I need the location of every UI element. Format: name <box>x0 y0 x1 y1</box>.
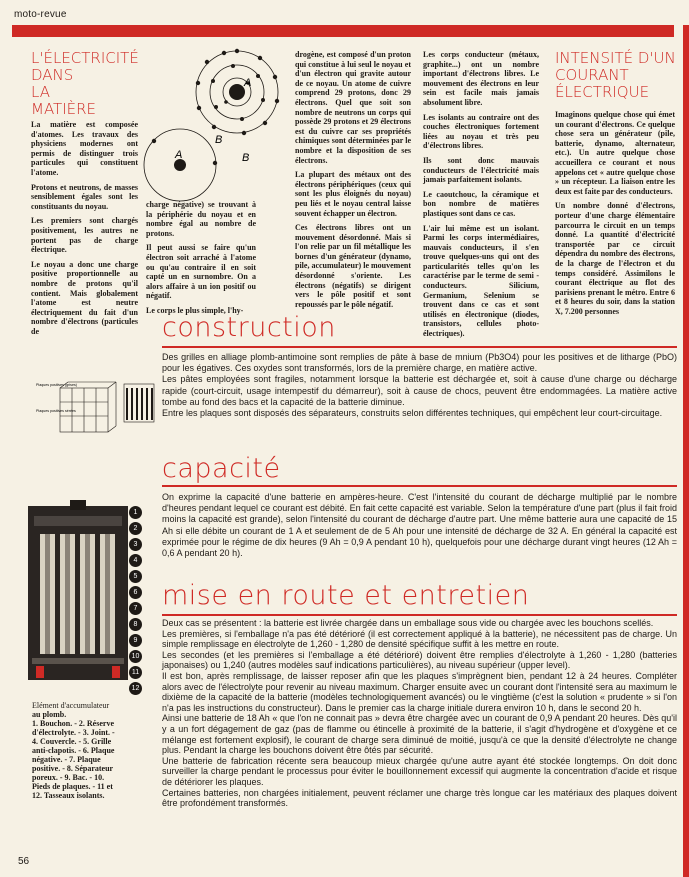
paragraph: Les secondes (et les premières si l'emballage a été détérioré) doivent être remplies d'électrolyte à 1,260 - 1,280 (batteries japonaises) ou 1,240 (autres modèles sauf indications particulières), au niveau supérieur (upper level). <box>162 649 677 671</box>
paragraph: Le corps le plus simple, l'hy- <box>146 305 244 315</box>
paragraph: Il peut aussi se faire qu'un électron soit arraché à l'atome ou qu'au contraire il en soit capté un en surnombre. On a alors affaire à un ion positif ou négatif. <box>146 243 256 301</box>
caption-line: 1. Bouchon. - 2. Réserve <box>32 719 114 728</box>
caption-line: au plomb. <box>32 710 67 719</box>
paragraph: Ces électrons libres ont un mouvement désordonné. Mais si l'on relie par un fil métallique les bornes d'un générateur (dynamo, pile, accumulateur) le mouvement désordonné s'oriente. Les électrons (négatifs) se dirigent vers le pôle positif et sont repoussés par le pôle négatif. <box>295 223 411 309</box>
construction-title: construction <box>162 312 336 343</box>
figure-label: Plaques positives sérées <box>36 409 76 413</box>
intensite-column <box>555 110 675 321</box>
callout-badge: 3 <box>129 538 142 551</box>
callout-badge: 12 <box>129 682 142 695</box>
caption-line: négative. - 7. Plaque <box>32 755 101 764</box>
paragraph: Protons et neutrons, de masses sensiblement égales sont les constituants du noyau. <box>31 182 138 211</box>
paragraph: Un nombre donné d'électrons, porteur d'une charge élémentaire parcourra le circuit en un temps donné. La quantité d'électricité transportée par ce circuit dépendra du nombre des électrons, de la charge de l'électron et du temps considéré. Assimilons le courant électrique au flot des parisiens prenant le métro. Entre 6 et 8 heures du soir, dans la station X, 7.200 personnes <box>555 201 675 316</box>
paragraph: Les premières, si l'emballage n'a pas été détérioré (il est correctement appliqué à la batterie), ne nécessitent pas de charge. Un simple remplissage en électrolyte de 1,260 - 1,280 de densité spécifique suffit à les mettre en route. <box>162 628 677 650</box>
paragraph: drogène, est composé d'un proton qui constitue à lui seul le noyau et d'un électron qui gravite autour de ce noyau. Un atome de cuivre comprend 29 protons, donc 29 électrons. Quel que soit son nombre de neutrons un corps qui possède 29 protons et 29 électrons est du cuivre car ses propriétés chimiques sont déterminées par le nombre et la disposition de ses électrons. <box>295 50 411 165</box>
title-line: L'ÉLECTRICITÉ <box>31 49 139 67</box>
callout-badge: 10 <box>129 650 142 663</box>
paragraph: Entre les plaques sont disposés des séparateurs, construits selon différentes techniques, qui empêchent leur court-circuitage. <box>162 408 663 419</box>
capacite-title: capacité <box>162 453 281 484</box>
section-rule <box>162 346 677 348</box>
callout-badge: 4 <box>129 554 142 567</box>
electricite-column-3 <box>295 50 411 314</box>
paragraph: Ainsi une batterie de 18 Ah « que l'on ne connait pas » devra être chargée avec un courant de 0,9 A pendant 20 heures. Dès qu'il y a un fort dégagement de gaz (pas de flamme ou étincelle à proximité de la batterie, il s'agit d'hydrogène et d'oxygène et ce mélange est fortement explosif), le courant de charge sera diminué de moitié, jusqu'à ce que la densité d'électrolyte ne change plus. Pendant la charge les bouchons doivent être ôtés par sécurité. <box>162 713 677 756</box>
caption-line: poreux. - 9. Bac. - 10. <box>32 773 105 782</box>
atom-label-a: A <box>244 77 252 89</box>
callout-badge: 1 <box>129 506 142 519</box>
figure-caption <box>32 701 152 800</box>
callout-badge: 11 <box>129 666 142 679</box>
electricite-column-1 <box>31 120 138 341</box>
paragraph: Le caoutchouc, la céramique et bon nombre de matières plastiques sont dans ce cas. <box>423 189 539 218</box>
magazine-header: moto-revue <box>14 9 67 20</box>
callout-badge: 9 <box>129 634 142 647</box>
paragraph: Ils sont donc mauvais conducteurs de l'électricité mais jamais parfaitement isolants. <box>423 155 539 185</box>
mise-en-route-title: mise en route et entretien <box>162 580 530 611</box>
caption-line: positive. - 8. Séparateur <box>32 764 114 773</box>
callout-badge: 8 <box>129 618 142 631</box>
caption-line: Pieds de plaques. - 11 et <box>32 782 113 791</box>
callout-badge: 5 <box>129 570 142 583</box>
paragraph: Des grilles en alliage plomb-antimoine sont remplies de pâte à base de mnium (Pb3O4) pour les positives et de litharge (PbO) pour les égatives. Ces oxydes sont transformés, lors de la première charge, en matière active. <box>162 352 677 374</box>
paragraph: On exprime la capacité d'une batterie en ampères-heure. C'est l'intensité du courant de décharge multiplié par le nombre d'heures pendant lequel ce courant est débité. En fait cette capacité est variable. Selon la température d'une part (plus il fait froid moins la capacité est grande), selon l'intensité du courant de décharge d'autre part. Une même batterie aura une capacité de 15 Ah si elle débite un courant de 1 A et seulement de de 5 Ah pour une intensité de décharge de 32 A. En général la capacité est exprimée pour le régime de dix heures (9 Ah = 0,9 A pendant 10 h), quelquefois pour une décharge durant vingt heures (12 Ah = 0,6 A pendant 20 h). <box>162 492 677 559</box>
callout-badge: 2 <box>129 522 142 535</box>
atom-diagram <box>140 45 290 205</box>
paragraph: Une batterie de fabrication récente sera beaucoup mieux chargée qu'une autre ayant été stockée longtemps. On doit donc surveiller la charge pendant le processus pour éviter le bouillonnement excessif qui augmente la concentration d'acide et risque de détériorer les plaques. <box>162 755 677 787</box>
electricite-title <box>31 50 139 118</box>
title-line: COURANT <box>555 66 629 84</box>
title-line: MATIÈRE <box>31 100 97 118</box>
paragraph: Il est bon, après remplissage, de laisser reposer afin que les plaques s'imprègnent bien, pendant 12 à 24 heures. Compléter alors avec de l'électrolyte pour revenir au niveau maximum. Charger ensuite avec un courant dont l'intensité sera au maximum le dixième de la capacité de la batterie (modèles technologiquement avancés) ou le vingtième (c'est la solution « prudente » si l'on n'a pas les instructions du constructeur). Dans le premier cas la charge initiale durera environ 10 h, dans le second 20 h. <box>162 670 677 713</box>
title-line: LA <box>31 83 50 101</box>
section-rule <box>162 614 677 616</box>
electricite-column-4 <box>423 50 539 344</box>
paragraph: Le noyau a donc une charge positive proportionnelle au nombre de protons qu'il contient. Mais globalement l'atome est neutre électriquement du fait d'un nombre d'électrons (particules de <box>31 259 138 336</box>
top-red-bar <box>12 25 674 37</box>
caption-line: d'électrolyte. - 3. Joint. - <box>32 728 115 737</box>
paragraph: Les premiers sont chargés positivement, les autres ne portent pas de charge électrique. <box>31 216 138 255</box>
capacite-text <box>162 492 677 559</box>
paragraph: Imaginons quelque chose qui émet un courant d'électrons. Ce quelque chose sera un générateur (pile, batterie, dynamo, alternateur, etc.). Un autre quelque chose accueillera ce courant et nous appelons cet « autre quelque chose » un récepteur. La liaison entre les deux est faite par des conducteurs. <box>555 110 675 196</box>
atom-label-a2: A <box>175 149 183 161</box>
callout-badge: 6 <box>129 586 142 599</box>
caption-line: 12. Tasseaux isolants. <box>32 791 105 800</box>
paragraph: Les corps conducteur (métaux, graphite...) ont un nombre important d'électrons libres. Le mouvement des électrons en leur sein est facile mais jamais absolument libre. <box>423 50 539 107</box>
caption-line: anti-clapotis. - 6. Plaque <box>32 746 115 755</box>
electricite-column-2 <box>146 200 256 321</box>
atom-label-b: B <box>215 134 223 146</box>
paragraph: Deux cas se présentent : la batterie est livrée chargée dans un emballage sous vide ou chargée avec les bouchons scellés. <box>162 618 654 628</box>
title-line: DANS <box>31 66 74 84</box>
atom-label-b2: B <box>242 152 250 164</box>
figure-label: Plaques positives (grises) <box>36 383 77 387</box>
battery-cell-figure <box>26 500 130 686</box>
callout-badge: 7 <box>129 602 142 615</box>
plates-figure <box>32 378 162 450</box>
caption-line: 4. Couvercle. - 5. Grille <box>32 737 112 746</box>
paragraph: charge négative) se trouvant à la périphérie du noyau et en nombre égal au nombre de protons. <box>146 200 256 238</box>
paragraph: La matière est composée d'atomes. Les travaux des physiciens modernes ont permis de distinguer trois particules qui constituent l'atome. <box>31 120 138 177</box>
construction-text <box>162 352 677 419</box>
paragraph: Les pâtes employées sont fragiles, notamment lorsque la batterie est déchargée et, soit à cause d'une charge ou décharge rapide (court-circuit, usage intempestif du démarreur), soit à cause de chocs, peuvent être endommagées. La matière active tombe au fond des bacs et la capacité de la batterie diminue. <box>162 374 677 407</box>
mise-en-route-text <box>162 618 677 809</box>
section-rule <box>162 485 677 487</box>
paragraph: Les isolants au contraire ont des couches électroniques fortement liées au noyau et très peu d'électrons libres. <box>423 112 539 151</box>
paragraph: La plupart des métaux ont des électrons périphériques (ceux qui sont les plus éloignés du noyau) peu liés et le noyau central laisse souvent échapper un électron. <box>295 170 411 218</box>
caption-line: Elément d'accumulateur <box>32 701 110 710</box>
title-line: INTENSITÉ D'UN <box>555 49 676 67</box>
title-line: ÉLECTRIQUE <box>555 83 650 101</box>
page-number: 56 <box>18 856 30 867</box>
right-red-border <box>683 25 689 877</box>
paragraph: Certaines batteries, non chargées initialement, peuvent réclamer une charge très longue car les matériaux des plaques doivent être profondément transformés. <box>162 787 677 809</box>
intensite-title <box>555 50 685 101</box>
paragraph: L'air lui même est un isolant. Parmi les corps intermédiaires, mauvais conducteurs, il s'en trouve quelques-uns qui ont des particularités telles qu'on les caractérise par le terme de semi - conducteurs. Silicium, Germanium, Selenium se trouvent dans ce cas et sont utilisés en électronique (diodes, transistors, cellules photo-électriques). <box>423 223 539 339</box>
